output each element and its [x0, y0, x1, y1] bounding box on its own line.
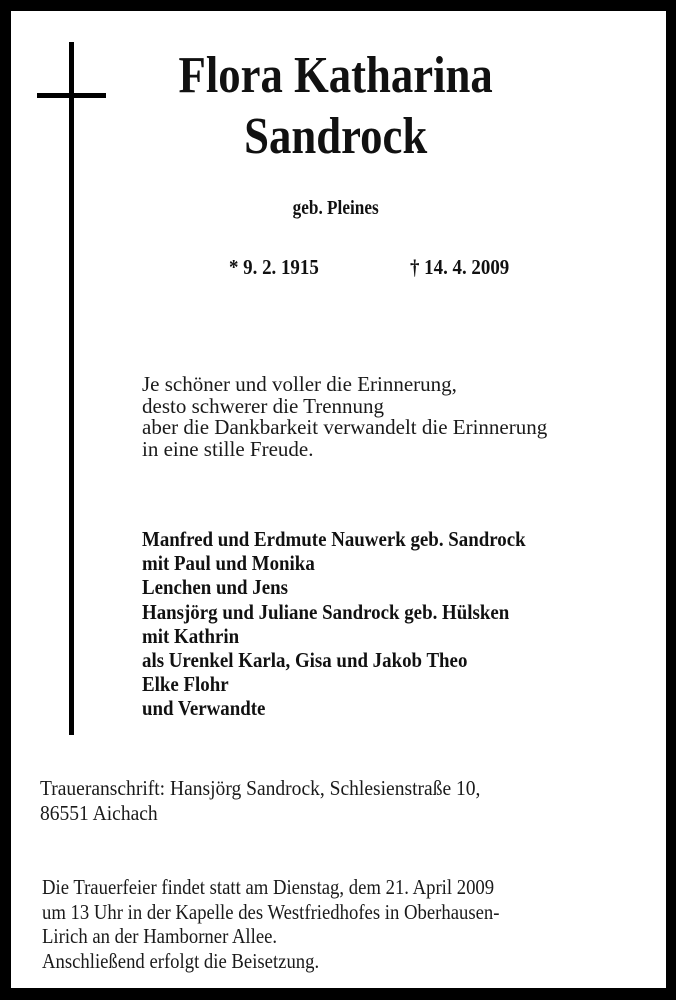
address-line: 86551 Aichach: [40, 800, 158, 825]
mourner-line: Elke Flohr: [142, 672, 229, 697]
deceased-surname: Sandrock: [244, 108, 428, 165]
verse-line: aber die Dankbarkeit verwandelt die Erinnerung: [142, 415, 548, 439]
birth-date: * 9. 2. 1915: [229, 255, 319, 279]
address-line: Traueranschrift: Hansjörg Sandrock, Schlesienstraße 10,: [40, 776, 481, 800]
ceremony-line: um 13 Uhr in der Kapelle des Westfriedhofes in Oberhausen-: [42, 899, 500, 924]
deceased-name: [11, 45, 660, 167]
verse-line: Je schöner und voller die Erinnerung,: [142, 372, 457, 396]
death-date: † 14. 4. 2009: [410, 255, 510, 279]
mourner-line: Manfred und Erdmute Nauwerk geb. Sandrock: [142, 527, 526, 551]
mourner-line: Hansjörg und Juliane Sandrock geb. Hülsken: [142, 599, 510, 624]
mourner-line: Lenchen und Jens: [142, 575, 288, 600]
mourners-list: [142, 527, 526, 721]
mourner-line: als Urenkel Karla, Gisa und Jakob Theo: [142, 648, 468, 673]
ceremony-line: Lirich an der Hamborner Allee.: [42, 924, 278, 948]
obituary-notice: [11, 11, 666, 988]
mourner-line: und Verwandte: [142, 696, 266, 721]
memorial-verse: [142, 374, 547, 460]
funeral-service-info: [42, 875, 499, 973]
deceased-first-names: Flora Katharina: [178, 47, 493, 104]
verse-line: desto schwerer die Trennung: [142, 393, 385, 418]
birth-name: geb. Pleines: [292, 197, 379, 219]
ceremony-line: Anschließend erfolgt die Beisetzung.: [42, 948, 320, 973]
mourning-address: [40, 776, 480, 825]
mourner-line: mit Paul und Monika: [142, 551, 315, 576]
ceremony-line: Die Trauerfeier findet statt am Dienstag, dem 21. April 2009: [42, 875, 495, 899]
verse-line: in eine stille Freude.: [142, 436, 314, 461]
mourner-line: mit Kathrin: [142, 623, 240, 648]
